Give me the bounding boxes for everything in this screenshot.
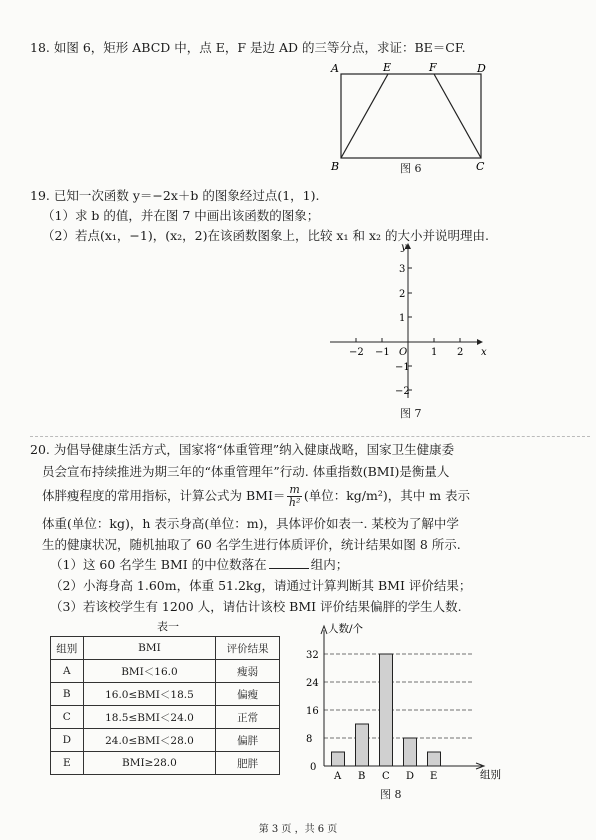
label-b: B (331, 160, 340, 173)
q19-part2: （2）若点(x₁，−1)，(x₂，2)在该函数图象上，比较 x₁ 和 x₂ 的大小并说明理由. (42, 228, 489, 243)
q20-line4: 体重(单位：kg)，h 表示身高(单位：m)，具体评价如表一. 某校为了解中学 (42, 516, 459, 531)
cell-group: D (51, 729, 84, 752)
y-tick-label: 24 (306, 678, 319, 689)
bar-C (380, 654, 393, 766)
frac-numerator: m (289, 483, 300, 496)
q20-part2: （2）小海身高 1.60m，体重 51.2kg，请通过计算判断其 BMI 评价结果； (50, 578, 472, 593)
y-tick-label: 16 (306, 706, 319, 717)
cell-bmi: 18.5≤BMI＜24.0 (83, 706, 216, 729)
y-axis-title: 人数/个 (328, 623, 364, 635)
cell-result: 瘦弱 (216, 660, 280, 683)
frac-denominator: h² (288, 496, 301, 510)
bar-A (332, 752, 345, 766)
q20-line1: 20. 为倡导健康生活方式，国家将“体重管理”纳入健康战略，国家卫生健康委 (30, 442, 455, 457)
x-tick-label: B (358, 771, 366, 782)
cell-group: B (51, 683, 84, 706)
x-axis-label: x (481, 347, 487, 358)
x-tick-neg1: −1 (375, 347, 390, 358)
rectangle-abcd (341, 74, 481, 158)
table-row (51, 660, 280, 683)
label-e: E (383, 61, 392, 74)
q20-line3a: 体胖瘦程度的常用指标，计算公式为 BMI＝ (42, 488, 286, 504)
x-tick-label: D (406, 771, 415, 782)
segment-be (341, 74, 388, 158)
table-title: 表一 (157, 620, 179, 633)
table-row (51, 706, 280, 729)
cell-result: 偏胖 (216, 729, 280, 752)
table-row (51, 729, 280, 752)
figure-6-caption: 图 6 (400, 162, 422, 175)
cell-group: E (51, 752, 84, 775)
bmi-fraction (287, 484, 301, 509)
label-f: F (429, 61, 437, 74)
header-result: 评价结果 (216, 637, 280, 660)
cell-result: 肥胖 (216, 752, 280, 775)
bar-D (404, 738, 417, 766)
cell-group: C (51, 706, 84, 729)
cell-bmi: 24.0≤BMI＜28.0 (83, 729, 216, 752)
page-footer: 第 3 页 ，共 6 页 (258, 824, 338, 835)
y-tick-label: 0 (310, 762, 317, 773)
y-tick-3: 3 (399, 264, 406, 275)
section-divider (30, 436, 590, 437)
x-tick-neg2: −2 (349, 347, 364, 358)
x-axis-title: 组别 (480, 769, 501, 781)
table-header-row (51, 637, 280, 660)
bmi-table (50, 636, 280, 775)
figure-8-caption: 图 8 (380, 788, 402, 801)
cell-bmi: 16.0≤BMI＜18.5 (83, 683, 216, 706)
cell-group: A (51, 660, 84, 683)
cell-bmi: BMI≥28.0 (83, 752, 216, 775)
y-tick-neg1: −1 (395, 362, 410, 373)
q20-line2: 员会宣布持续推进为期三年的“体重管理年”行动. 体重指数(BMI)是衡量人 (42, 464, 450, 479)
q20-line5: 生的健康状况，随机抽取了 60 名学生进行体质评价，统计结果如图 8 所示. (42, 537, 461, 552)
q19-stem: 19. 已知一次函数 y＝−2x＋b 的图象经过点(1，1). (30, 188, 320, 203)
q20-part3: （3）若该校学生有 1200 人，请估计该校 BMI 评价结果偏胖的学生人数. (50, 599, 462, 614)
answer-blank[interactable] (269, 558, 309, 569)
q20-part1b: 组内； (310, 557, 349, 572)
origin-label: O (399, 347, 408, 358)
figure-6-rectangle (325, 60, 495, 175)
label-a: A (331, 62, 339, 75)
q18-text: 18. 如图 6，矩形 ABCD 中，点 E，F 是边 AD 的三等分点，求证：BE＝CF. (30, 40, 466, 55)
x-tick-label: C (382, 771, 390, 782)
cell-result: 正常 (216, 706, 280, 729)
q20-line3 (42, 484, 470, 509)
header-bmi: BMI (83, 637, 216, 660)
bar-E (428, 752, 441, 766)
bar-B (356, 724, 369, 766)
figure-7-coordinate-plane (325, 238, 495, 408)
cell-result: 偏瘦 (216, 683, 280, 706)
table-row (51, 752, 280, 775)
figure-8-bar-chart (296, 618, 501, 788)
q20-part1 (50, 555, 348, 573)
q20-part1a: （1）这 60 名学生 BMI 的中位数落在 (50, 557, 267, 572)
q20-line3b: (单位：kg/m²)，其中 m 表示 (303, 488, 471, 504)
x-tick-1: 1 (431, 347, 438, 358)
table-row (51, 683, 280, 706)
y-tick-1: 1 (399, 313, 406, 324)
x-tick-label: E (430, 771, 438, 782)
figure-7-caption: 图 7 (400, 407, 422, 420)
header-group: 组别 (51, 637, 84, 660)
y-tick-neg2: −2 (395, 386, 410, 397)
y-axis-label: y (401, 242, 407, 253)
y-tick-label: 8 (306, 734, 313, 745)
segment-cf (434, 74, 481, 158)
label-c: C (476, 160, 485, 173)
x-tick-label: A (334, 771, 342, 782)
cell-bmi: BMI＜16.0 (83, 660, 216, 683)
label-d: D (477, 62, 486, 75)
q19-part1: （1）求 b 的值，并在图 7 中画出该函数的图象； (42, 208, 320, 223)
y-tick-2: 2 (399, 289, 406, 300)
y-tick-label: 32 (306, 650, 319, 661)
x-tick-2: 2 (457, 347, 464, 358)
